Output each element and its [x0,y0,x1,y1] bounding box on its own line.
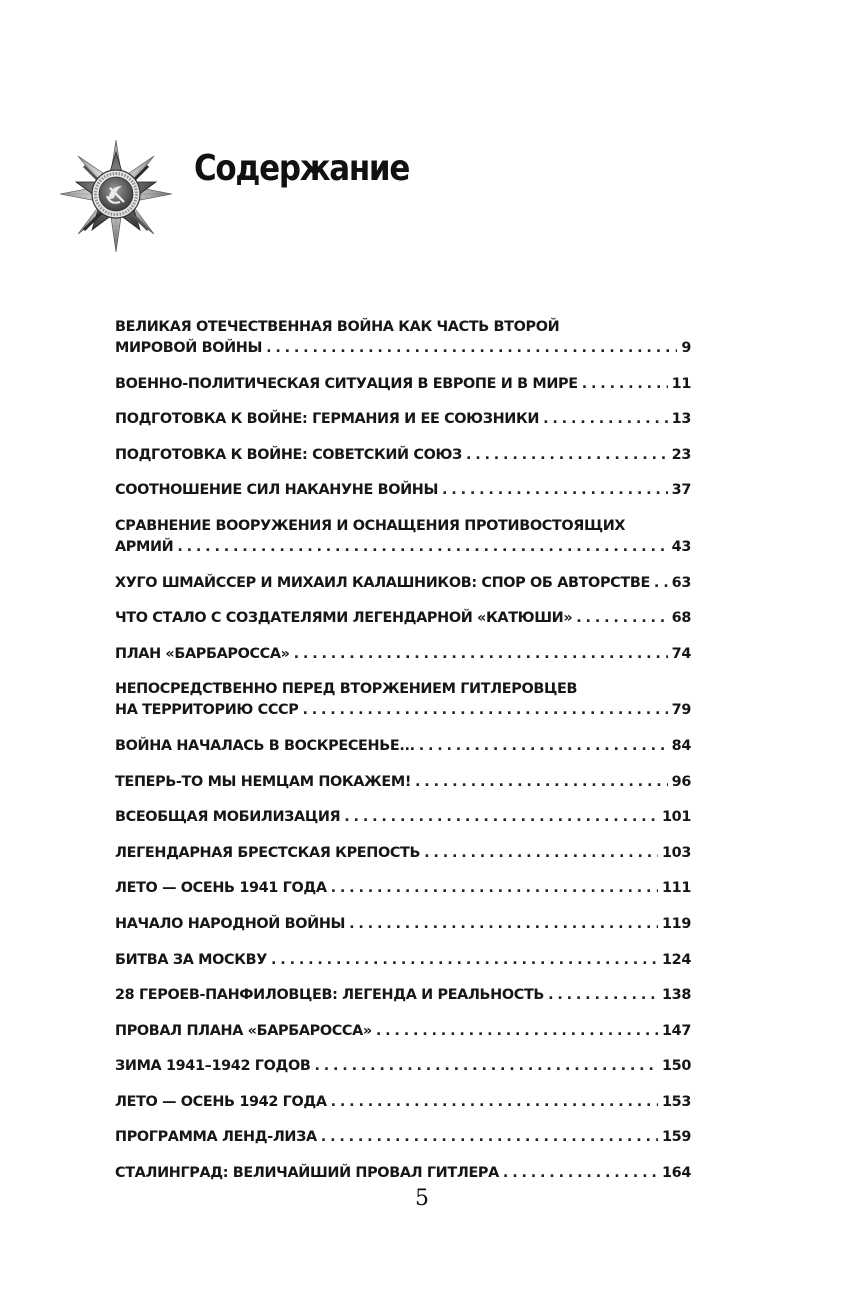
toc-entry[interactable] [115,409,691,430]
dot-leader [266,338,677,359]
toc-entry-title: ТЕПЕРЬ-ТО МЫ НЕМЦАМ ПОКАЖЕМ! [115,773,412,790]
dot-leader [543,409,668,430]
dot-leader [548,985,658,1006]
dot-leader [302,700,667,721]
toc-entry[interactable] [115,1056,691,1077]
toc-entry-row [115,573,691,594]
toc-entry-page: 153 [662,1093,691,1110]
dot-leader [349,914,658,935]
toc-entry-title: ЛЕГЕНДАРНАЯ БРЕСТСКАЯ КРЕПОСТЬ [115,844,421,861]
dot-leader [344,807,658,828]
toc-entry-row [115,445,691,466]
toc-entry-row [115,1163,691,1184]
dot-leader [331,878,658,899]
toc-entry-page: 13 [671,411,691,428]
dot-leader [442,480,668,501]
toc-entry-title: 28 ГЕРОЕВ-ПАНФИЛОВЦЕВ: ЛЕГЕНДА И РЕАЛЬНОСТЬ [115,987,545,1004]
toc-entry[interactable] [115,516,691,558]
dot-leader [424,843,658,864]
toc-entry-title: НАЧАЛО НАРОДНОЙ ВОЙНЫ [115,915,346,932]
toc-entry[interactable] [115,480,691,501]
toc-entry-row [115,950,691,971]
toc-entry-row [115,1021,691,1042]
toc-entry-page: 9 [681,340,691,356]
toc-entry-title: ПОДГОТОВКА К ВОЙНЕ: ГЕРМАНИЯ И ЕЕ СОЮЗНИКИ [115,411,540,428]
dot-leader [376,1021,658,1042]
toc-entry-row [115,1056,691,1077]
toc-entry-row [115,736,691,757]
toc-entry-row [115,480,691,501]
toc-entry-title: ВСЕОБЩАЯ МОБИЛИЗАЦИЯ [115,809,341,826]
toc-entry-title: ВОЕННО-ПОЛИТИЧЕСКАЯ СИТУАЦИЯ В ЕВРОПЕ И В МИРЕ [115,375,578,392]
toc-entry-page: 23 [671,446,691,463]
dot-leader [466,445,668,466]
toc-entry-title: СРАВНЕНИЕ ВООРУЖЕНИЯ И ОСНАЩЕНИЯ ПРОТИВОСТОЯЩИХ [115,517,626,534]
toc-entry-title: ПОДГОТОВКА К ВОЙНЕ: СОВЕТСКИЙ СОЮЗ [115,446,462,463]
toc-entry[interactable] [115,950,691,971]
toc-entry-page: 79 [671,702,691,719]
toc-entry[interactable] [115,1163,691,1184]
toc-entry-page: 43 [671,538,691,555]
toc-entry-title: ВОЙНА НАЧАЛАСЬ В ВОСКРЕСЕНЬЕ... [115,737,415,754]
toc-entry-row [115,878,691,899]
dot-leader [321,1127,658,1148]
toc-entry-title: ЛЕТО — ОСЕНЬ 1942 ГОДА [115,1093,327,1110]
toc-entry-page: 11 [671,375,691,392]
dot-leader [503,1163,658,1184]
toc-entry-title: ПРОГРАММА ЛЕНД-ЛИЗА [115,1129,317,1146]
toc-entry-row [115,700,691,721]
toc-entry-page: 84 [671,737,691,754]
toc-entry[interactable] [115,878,691,899]
toc-entry[interactable] [115,374,691,395]
dot-leader [294,644,668,665]
page-title: Содержание [194,148,410,189]
toc-entry[interactable] [115,843,691,864]
toc-entry[interactable] [115,736,691,757]
toc-entry[interactable] [115,445,691,466]
toc-entry-row [115,914,691,935]
toc-entry-title: БИТВА ЗА МОСКВУ [115,951,268,968]
toc-entry-page: 103 [662,844,691,861]
toc-entry[interactable] [115,914,691,935]
toc-entry[interactable] [115,317,691,359]
toc-entry-row [115,608,691,629]
toc-entry-row [115,409,691,430]
dot-leader [271,950,658,971]
toc-entry-page: 147 [662,1022,691,1039]
dot-leader [331,1092,658,1113]
toc-entry-page: 159 [662,1129,691,1146]
toc-entry-title: НЕПОСРЕДСТВЕННО ПЕРЕД ВТОРЖЕНИЕМ ГИТЛЕРОВЦЕВ [115,681,578,698]
toc-entry[interactable] [115,772,691,793]
toc-entry-title: ПРОВАЛ ПЛАНА «БАРБАРОССА» [115,1022,372,1039]
toc-entry-page: 119 [662,915,691,932]
dot-leader [314,1056,658,1077]
dot-leader [419,736,668,757]
toc-entry-page: 37 [671,482,691,499]
toc-entry-row [115,338,691,359]
toc-entry-page: 111 [662,880,691,897]
toc-entry-title: ВЕЛИКАЯ ОТЕЧЕСТВЕННАЯ ВОЙНА КАК ЧАСТЬ ВТОРОЙ [115,319,560,335]
toc-entry-title: АРМИЙ [115,538,174,555]
toc-entry-title: ЗИМА 1941–1942 ГОДОВ [115,1058,311,1075]
dot-leader [415,772,668,793]
toc-entry-row [115,537,691,558]
toc-entry-page: 101 [662,809,691,826]
toc-entry-title: ЧТО СТАЛО С СОЗДАТЕЛЯМИ ЛЕГЕНДАРНОЙ «КАТЮШИ» [115,610,573,627]
toc-entry-row [115,374,691,395]
dot-leader [576,608,667,629]
toc-entry-title: СТАЛИНГРАД: ВЕЛИЧАЙШИЙ ПРОВАЛ ГИТЛЕРА [115,1165,499,1182]
toc-entry-page: 138 [662,987,691,1004]
toc-entry-page: 63 [671,574,691,591]
toc-entry[interactable] [115,608,691,629]
toc-entry-page: 164 [662,1165,691,1182]
toc-entry-title: ПЛАН «БАРБАРОССА» [115,645,290,662]
toc-entry-title: СООТНОШЕНИЕ СИЛ НАКАНУНЕ ВОЙНЫ [115,482,439,499]
toc-entry-title: МИРОВОЙ ВОЙНЫ [115,340,263,356]
contents-header [58,138,758,262]
toc-entry-title: ЛЕТО — ОСЕНЬ 1941 ГОДА [115,880,327,897]
toc-entry-page: 96 [671,773,691,790]
toc-entry[interactable] [115,807,691,828]
toc-entry-row [115,1127,691,1148]
dot-leader [582,374,668,395]
toc-entry-row [115,772,691,793]
toc-entry[interactable] [115,1021,691,1042]
toc-entry[interactable] [115,679,691,721]
toc-entry[interactable] [115,1127,691,1148]
toc-entry-page: 150 [662,1058,691,1075]
toc-entry[interactable] [115,985,691,1006]
toc-entry-title: ХУГО ШМАЙССЕР И МИХАИЛ КАЛАШНИКОВ: СПОР ОБ АВТОРСТВЕ [115,574,650,591]
toc-entry-page: 74 [671,645,691,662]
table-of-contents [115,317,691,1199]
toc-entry[interactable] [115,573,691,594]
toc-entry-row [115,843,691,864]
toc-entry[interactable] [115,644,691,665]
toc-entry-page: 124 [662,951,691,968]
order-of-patriotic-war-emblem-icon [58,138,174,254]
toc-entry-row [115,985,691,1006]
dot-leader [177,537,667,558]
toc-entry-row [115,644,691,665]
dot-leader [654,573,668,594]
toc-entry-page: 68 [671,610,691,627]
page-number: 5 [415,1186,429,1211]
toc-entry-title: НА ТЕРРИТОРИЮ СССР [115,702,299,719]
toc-entry-row [115,1092,691,1113]
toc-entry-row [115,807,691,828]
toc-entry[interactable] [115,1092,691,1113]
